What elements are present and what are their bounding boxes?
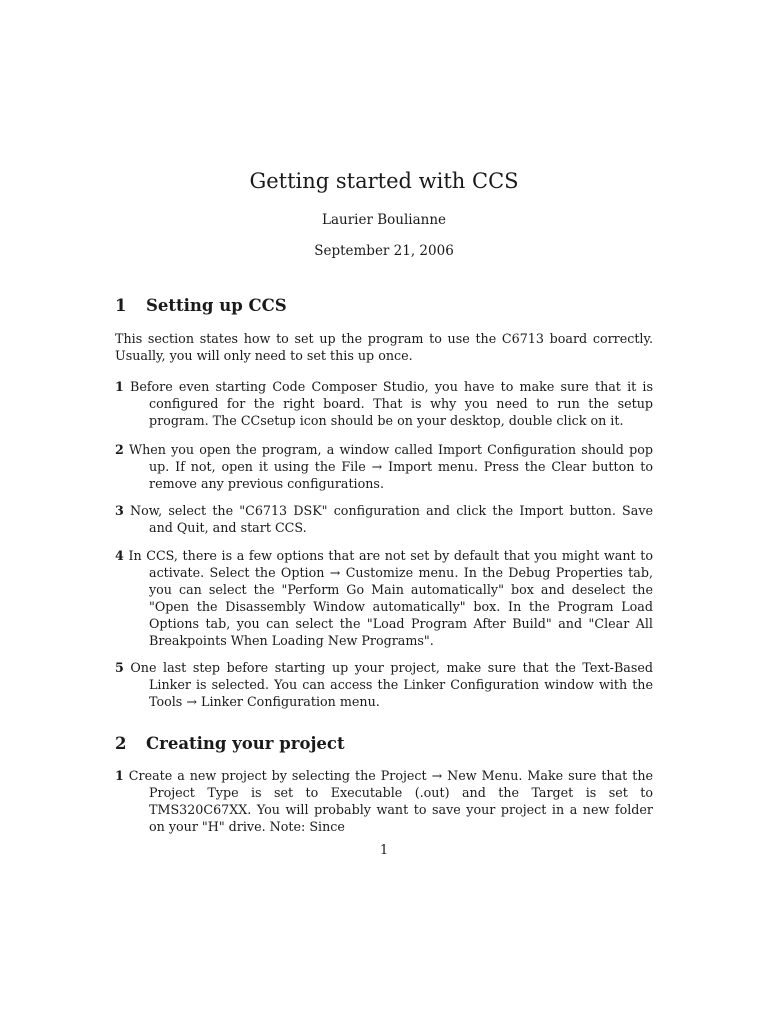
section-title: Setting up CCS	[146, 296, 287, 315]
item-text: Now, select the "C6713 DSK" configuration and click the Import button. Save and Quit, and start CCS.	[130, 503, 653, 535]
document-date: September 21, 2006	[314, 243, 454, 259]
document-author: Laurier Boulianne	[321, 212, 447, 228]
item-number: 1	[115, 379, 124, 394]
list-item	[115, 767, 653, 835]
item-text: Create a new project by selecting the Project → New Menu. Make sure that the Project Type is set to Executable (.out) and the Target is set to TMS320C67XX. You will probably want to save your project in a new folder on your "H" drive. Note: Since	[128, 768, 653, 834]
item-number: 3	[115, 503, 124, 518]
list-item	[115, 502, 653, 536]
page-number: 1	[379, 842, 389, 857]
section-number: 2	[115, 734, 127, 753]
section-title: Creating your project	[146, 734, 345, 753]
section-heading-creating-project	[115, 733, 655, 755]
item-text: One last step before starting up your project, make sure that the Text-Based Linker is selected. You can access the Linker Configuration window with the Tools → Linker Configuration menu.	[130, 660, 653, 709]
list-item	[115, 659, 653, 710]
list-item	[115, 547, 653, 649]
item-number: 5	[115, 660, 124, 675]
section-number: 1	[115, 296, 127, 315]
item-number: 1	[115, 768, 124, 783]
item-text: Before even starting Code Composer Studio, you have to make sure that it is configured for the right board. That is why you need to run the setup program. The CCsetup icon should be on your desktop, double click on it.	[130, 379, 653, 428]
list-item	[115, 378, 653, 429]
item-number: 4	[115, 548, 124, 563]
document-title: Getting started with CCS	[249, 169, 519, 193]
item-text: When you open the program, a window called Import Configuration should pop up. If not, open it using the File → Import menu. Press the Clear button to remove any previous configurations.	[129, 442, 653, 491]
section-heading-setting-up	[115, 295, 655, 317]
item-text: In CCS, there is a few options that are not set by default that you might want to activate. Select the Option → Customize menu. In the Debug Properties tab, you can select the "Perform Go Main automatically" box and deselect the "Open the Disassembly Window automatically" box. In the Program Load Options tab, you can select the "Load Program After Build" and "Clear All Breakpoints When Loading New Programs".	[128, 548, 653, 648]
list-item	[115, 441, 653, 492]
section-intro: This section states how to set up the program to use the C6713 board correctly. Usually, you will only need to set this up once.	[115, 331, 653, 363]
item-number: 2	[115, 442, 124, 457]
